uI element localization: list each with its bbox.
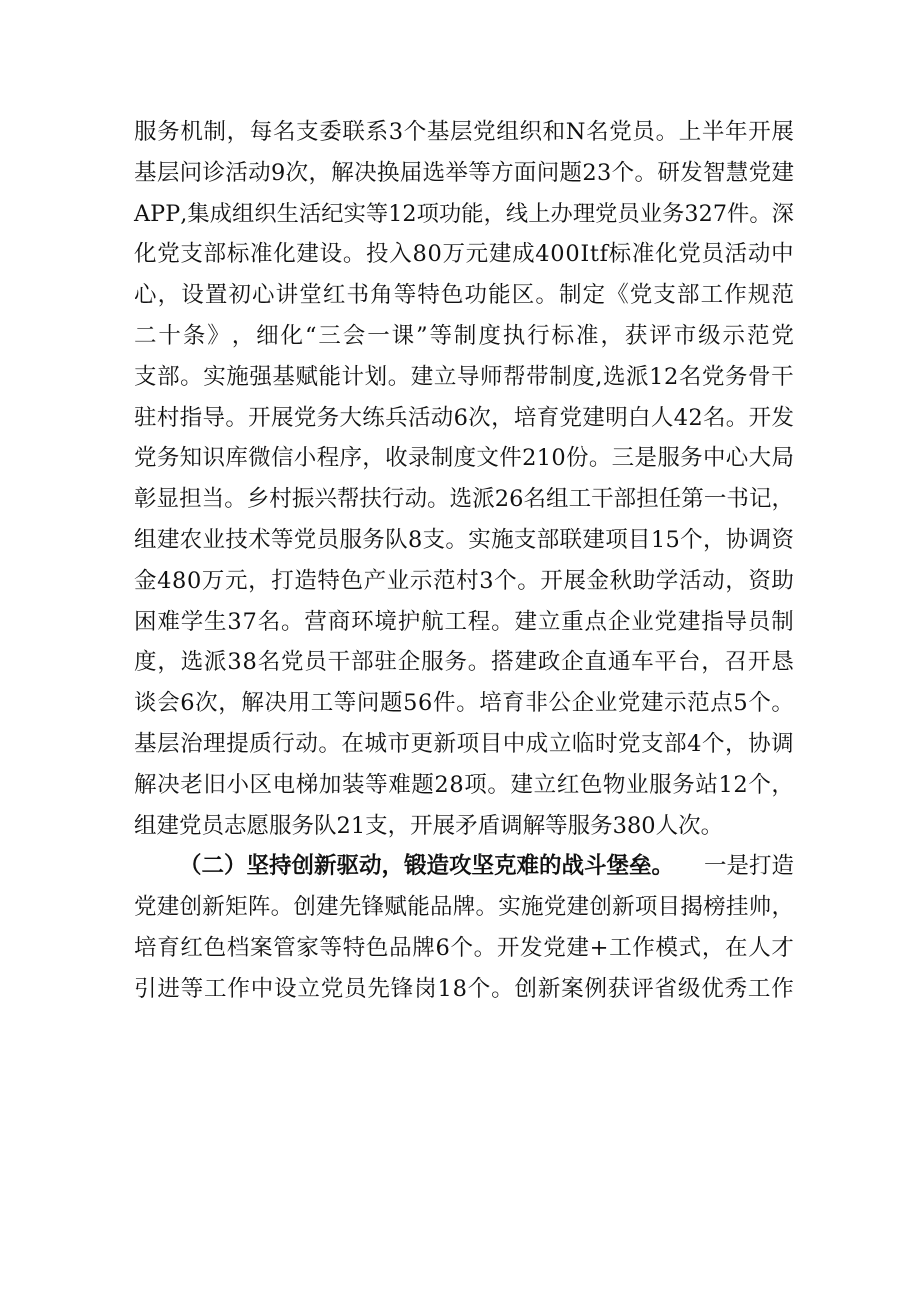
text-line: 基 层 问 诊 活 动 9 次 ， 解 决 换 届 选 举 等 方 面 问 题 2 3 个 。 研 发 智 慧 党 建 (134, 159, 794, 186)
text-line: 彰 显 担 当 。 乡 村 振 兴 帮 扶 行 动 。 选 派 2 6 名 组 工 干 部 担 任 第 一 书 记 ， (134, 486, 794, 513)
text-segment: 一是打造 (703, 853, 794, 880)
text-line: 二 十 条 》 ， 细 化 “ 三 会 一 课 ” 等 制 度 执 行 标 准 ， 获 评 市 级 示 范 党 (134, 322, 794, 349)
text-line: 组建党员志愿服务队21支，开展矛盾调解等服务380人次。 (134, 812, 724, 839)
text-line: 金 4 8 0 万 元 ， 打 造 特 色 产 业 示 范 村 3 个 。 开 展 金 秋 助 学 活 动 ， 资 助 (134, 567, 794, 594)
text-line: 培 育 红 色 档 案 管 家 等 特 色 品 牌 6 个 。 开 发 党 建 + 工 作 模 式 ， 在 人 才 (134, 934, 794, 961)
section-heading-line (134, 846, 794, 887)
text-line: 组 建 农 业 技 术 等 党 员 服 务 队 8 支 。 实 施 支 部 联 建 项 目 1 5 个 ， 协 调 资 (134, 526, 794, 553)
text-line: 度 ， 选 派 3 8 名 党 员 干 部 驻 企 服 务 。 搭 建 政 企 直 通 车 平 台 ， 召 开 恳 (134, 649, 794, 676)
paragraph-2 (134, 846, 794, 1009)
text-line: 困 难 学 生 3 7 名 。 营 商 环 境 护 航 工 程 。 建 立 重 点 企 业 党 建 指 导 员 制 (134, 608, 794, 635)
text-line: 心 ， 设 置 初 心 讲 堂 红 书 角 等 特 色 功 能 区 。 制 定 《 党 支 部 工 作 规 范 (134, 282, 794, 309)
text-line: 化 党 支 部 标 准 化 建 设 。 投 入 8 0 万 元 建 成 4 0 0 I t f 标 准 化 党 员 活 动 中 (134, 241, 794, 268)
text-line: 驻 村 指 导 。 开 展 党 务 大 练 兵 活 动 6 次 ， 培 育 党 建 明 白 人 4 2 名 。 开 发 (134, 404, 794, 431)
section-heading: （二）坚持创新驱动，锻造攻坚克难的战斗堡垒。 (179, 853, 675, 880)
text-line: 支 部 。 实 施 强 基 赋 能 计 划 。 建 立 导 师 帮 带 制 度 , 选 派 1 2 名 党 务 骨 干 (134, 363, 794, 390)
paragraph-1 (134, 112, 794, 846)
text-line: 谈 会 6 次 ， 解 决 用 工 等 问 题 5 6 件 。 培 育 非 公 企 业 党 建 示 范 点 5 个 。 (134, 690, 794, 717)
text-line: 党 务 知 识 库 微 信 小 程 序 ， 收 录 制 度 文 件 2 1 0 份 。 三 是 服 务 中 心 大 局 (134, 445, 794, 472)
text-line: A P P , 集 成 组 织 生 活 纪 实 等 1 2 项 功 能 ， 线 上 办 理 党 员 业 务 3 2 7 件 。 深 (134, 200, 794, 227)
text-line: 解 决 老 旧 小 区 电 梯 加 装 等 难 题 2 8 项 。 建 立 红 色 物 业 服 务 站 1 2 个 ， (134, 771, 794, 798)
text-line: 引 进 等 工 作 中 设 立 党 员 先 锋 岗 1 8 个 。 创 新 案 例 获 评 省 级 优 秀 工 作 (134, 975, 794, 1002)
text-line: 服 务 机 制 ， 每 名 支 委 联 系 3 个 基 层 党 组 织 和 N 名 党 员 。 上 半 年 开 展 (134, 119, 794, 145)
document-body (134, 112, 794, 1010)
text-line: 党 建 创 新 矩 阵 。 创 建 先 锋 赋 能 品 牌 。 实 施 党 建 创 新 项 目 揭 榜 挂 帅 ， (134, 894, 794, 921)
text-line: 基 层 治 理 提 质 行 动 。 在 城 市 更 新 项 目 中 成 立 临 时 党 支 部 4 个 ， 协 调 (134, 730, 794, 757)
